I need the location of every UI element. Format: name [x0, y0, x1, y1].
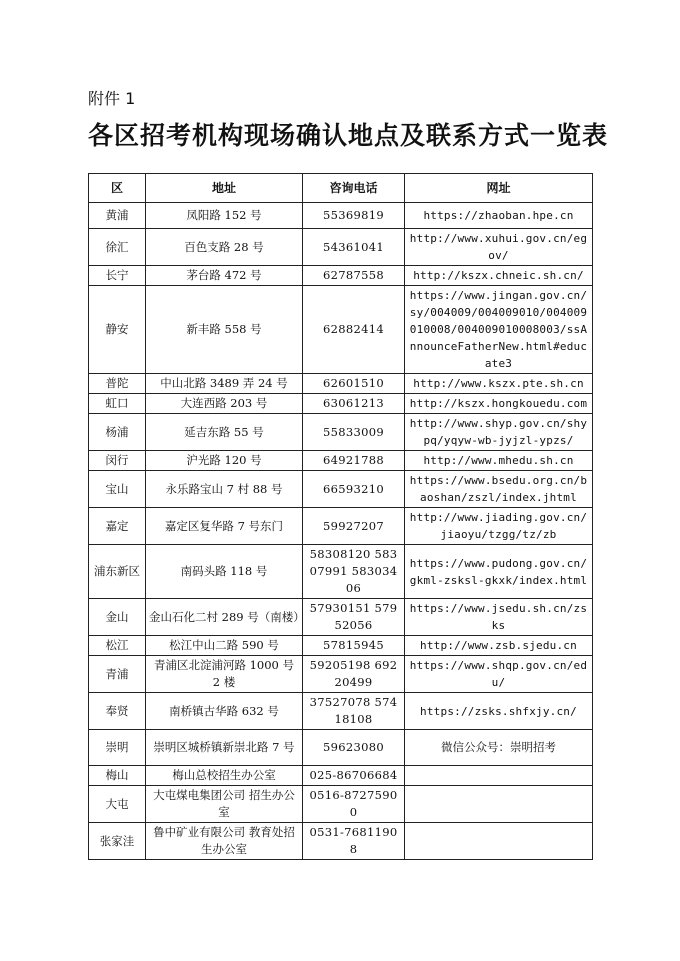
url-cell: [405, 823, 593, 860]
phone-cell: 58308120 58307991 58303406: [303, 545, 405, 599]
address-cell: 崇明区城桥镇新崇北路 7 号: [146, 730, 303, 766]
district-cell: 黄浦: [89, 203, 146, 229]
header-phone: 咨询电话: [303, 174, 405, 203]
page-title: 各区招考机构现场确认地点及联系方式一览表: [88, 121, 609, 150]
district-cell: 徐汇: [89, 229, 146, 266]
district-cell: 青浦: [89, 656, 146, 693]
phone-cell: 54361041: [303, 229, 405, 266]
url-cell[interactable]: https://www.jingan.gov.cn/sy/004009/004009010/004009010008/004009010008003/ssAnnounceFatherNew.html#educate3: [405, 286, 593, 374]
address-cell: 大连西路 203 号: [146, 394, 303, 414]
address-cell: 梅山总校招生办公室: [146, 766, 303, 786]
url-cell[interactable]: http://kszx.chneic.sh.cn/: [405, 266, 593, 286]
phone-cell: 64921788: [303, 451, 405, 471]
address-cell: 沪光路 120 号: [146, 451, 303, 471]
table-row: [89, 545, 593, 599]
url-cell[interactable]: https://www.pudong.gov.cn/gkml-zsksl-gkxk/index.html: [405, 545, 593, 599]
phone-cell: 62787558: [303, 266, 405, 286]
url-cell[interactable]: http://www.mhedu.sh.cn: [405, 451, 593, 471]
url-cell[interactable]: https://zhaoban.hpe.cn: [405, 203, 593, 229]
address-cell: 金山石化二村 289 号（南楼）: [146, 599, 303, 636]
table-header-row: [89, 174, 593, 203]
address-cell: 永乐路宝山 7 村 88 号: [146, 471, 303, 508]
phone-cell: 62882414: [303, 286, 405, 374]
district-cell: 浦东新区: [89, 545, 146, 599]
table-row: [89, 414, 593, 451]
address-cell: 松江中山二路 590 号: [146, 636, 303, 656]
url-cell[interactable]: http://www.zsb.sjedu.cn: [405, 636, 593, 656]
table-row: [89, 374, 593, 394]
table-row: [89, 599, 593, 636]
district-cell: 崇明: [89, 730, 146, 766]
address-cell: 嘉定区复华路 7 号东门: [146, 508, 303, 545]
table-row: [89, 229, 593, 266]
address-cell: 南码头路 118 号: [146, 545, 303, 599]
contact-table: [88, 173, 593, 860]
url-cell[interactable]: https://zsks.shfxjy.cn/: [405, 693, 593, 730]
address-cell: 南桥镇古华路 632 号: [146, 693, 303, 730]
url-cell[interactable]: http://www.shyp.gov.cn/shypq/yqyw-wb-jyjzl-ypzs/: [405, 414, 593, 451]
header-url: 网址: [405, 174, 593, 203]
table-row: [89, 451, 593, 471]
url-cell[interactable]: https://www.jsedu.sh.cn/zsks: [405, 599, 593, 636]
table-body: [89, 203, 593, 860]
district-cell: 嘉定: [89, 508, 146, 545]
table-row: [89, 823, 593, 860]
table-row: [89, 471, 593, 508]
table-row: [89, 508, 593, 545]
phone-cell: 62601510: [303, 374, 405, 394]
phone-cell: 66593210: [303, 471, 405, 508]
url-cell[interactable]: https://www.bsedu.org.cn/baoshan/zszl/index.jhtml: [405, 471, 593, 508]
address-cell: 中山北路 3489 弄 24 号: [146, 374, 303, 394]
url-cell: [405, 766, 593, 786]
phone-cell: 63061213: [303, 394, 405, 414]
table-row: [89, 693, 593, 730]
phone-cell: 59205198 69220499: [303, 656, 405, 693]
district-cell: 长宁: [89, 266, 146, 286]
district-cell: 张家洼: [89, 823, 146, 860]
table-row: [89, 203, 593, 229]
district-cell: 闵行: [89, 451, 146, 471]
district-cell: 梅山: [89, 766, 146, 786]
phone-cell: 55833009: [303, 414, 405, 451]
address-cell: 延吉东路 55 号: [146, 414, 303, 451]
url-cell: [405, 786, 593, 823]
phone-cell: 59623080: [303, 730, 405, 766]
district-cell: 奉贤: [89, 693, 146, 730]
url-cell[interactable]: https://www.shqp.gov.cn/edu/: [405, 656, 593, 693]
url-cell[interactable]: http://www.jiading.gov.cn/jiaoyu/tzgg/tz/zb: [405, 508, 593, 545]
address-cell: 百色支路 28 号: [146, 229, 303, 266]
phone-cell: 37527078 57418108: [303, 693, 405, 730]
url-cell: 微信公众号：崇明招考: [405, 730, 593, 766]
phone-cell: 57815945: [303, 636, 405, 656]
district-cell: 静安: [89, 286, 146, 374]
district-cell: 宝山: [89, 471, 146, 508]
address-cell: 新丰路 558 号: [146, 286, 303, 374]
address-cell: 青浦区北淀浦河路 1000 号 2 楼: [146, 656, 303, 693]
phone-cell: 025-86706684: [303, 766, 405, 786]
table-row: [89, 786, 593, 823]
phone-cell: 0531-76811908: [303, 823, 405, 860]
district-cell: 杨浦: [89, 414, 146, 451]
address-cell: 大屯煤电集团公司 招生办公室: [146, 786, 303, 823]
phone-cell: 57930151 57952056: [303, 599, 405, 636]
table-row: [89, 286, 593, 374]
address-cell: 鲁中矿业有限公司 教育处招生办公室: [146, 823, 303, 860]
header-district: 区: [89, 174, 146, 203]
url-cell[interactable]: http://kszx.hongkouedu.com: [405, 394, 593, 414]
phone-cell: 0516-87275900: [303, 786, 405, 823]
district-cell: 松江: [89, 636, 146, 656]
table-row: [89, 394, 593, 414]
header-address: 地址: [146, 174, 303, 203]
district-cell: 普陀: [89, 374, 146, 394]
url-cell[interactable]: http://www.kszx.pte.sh.cn: [405, 374, 593, 394]
table-row: [89, 636, 593, 656]
table-row: [89, 766, 593, 786]
phone-cell: 59927207: [303, 508, 405, 545]
phone-cell: 55369819: [303, 203, 405, 229]
district-cell: 大屯: [89, 786, 146, 823]
table-row: [89, 656, 593, 693]
district-cell: 金山: [89, 599, 146, 636]
attachment-label: 附件 1: [88, 89, 136, 108]
table-row: [89, 266, 593, 286]
url-cell[interactable]: http://www.xuhui.gov.cn/egov/: [405, 229, 593, 266]
address-cell: 凤阳路 152 号: [146, 203, 303, 229]
table-row: [89, 730, 593, 766]
district-cell: 虹口: [89, 394, 146, 414]
address-cell: 茅台路 472 号: [146, 266, 303, 286]
